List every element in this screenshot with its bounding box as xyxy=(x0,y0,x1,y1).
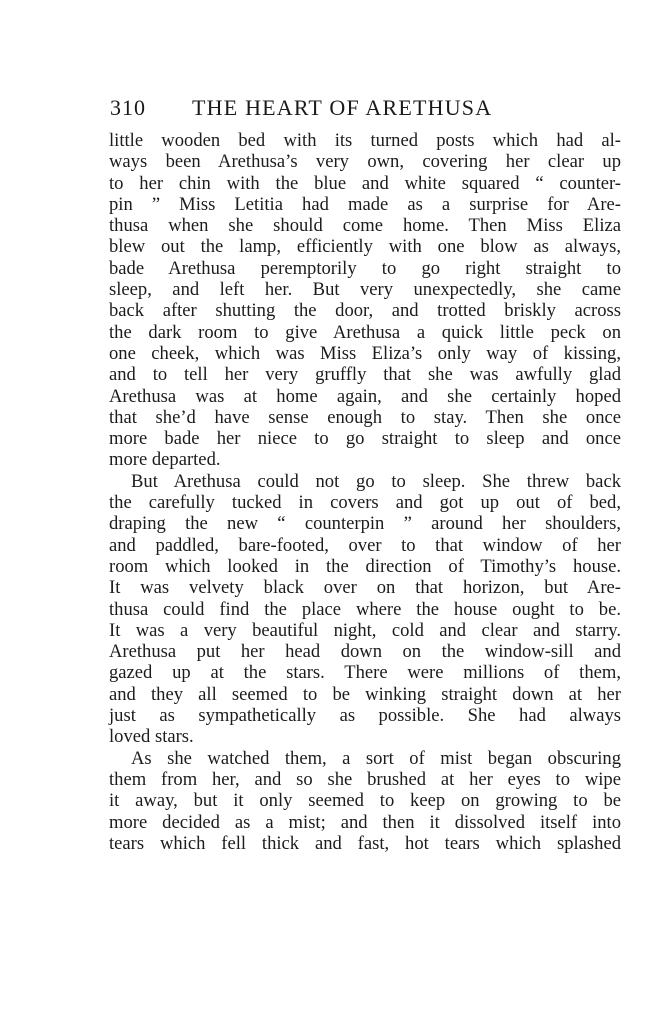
text-line: draping the new “ counterpin ” around her shoulders, xyxy=(109,513,621,535)
page-number: 310 xyxy=(110,95,146,120)
text-body xyxy=(109,130,621,854)
text-line: the dark room to give Arethusa a quick little peck on xyxy=(109,321,621,343)
text-line: loved stars. xyxy=(109,726,194,748)
text-line: and paddled, bare-footed, over to that window of her xyxy=(109,534,621,556)
text-line: just as sympathetically as possible. She had always xyxy=(109,705,621,727)
text-line: But Arethusa could not go to sleep. She threw back xyxy=(131,470,621,492)
text-line: tears which fell thick and fast, hot tears which splashed xyxy=(109,832,621,854)
text-line: bade Arethusa peremptorily to go right straight to xyxy=(109,257,621,279)
text-line: It was velvety black over on that horizon, but Are- xyxy=(109,577,621,599)
text-line: It was a very beautiful night, cold and clear and starry. xyxy=(109,619,621,641)
text-line: them from her, and so she brushed at her eyes to wipe xyxy=(109,768,621,790)
paragraph xyxy=(109,471,621,748)
text-line: and they all seemed to be winking straight down at her xyxy=(109,683,621,705)
paragraph xyxy=(109,748,621,854)
text-line: thusa when she should come home. Then Miss Eliza xyxy=(109,215,621,237)
text-line: Arethusa was at home again, and she certainly hoped xyxy=(109,385,621,407)
text-line: As she watched them, a sort of mist began obscuring xyxy=(131,747,621,769)
text-line: more bade her niece to go straight to sleep and once xyxy=(109,428,621,450)
text-line: sleep, and left her. But very unexpectedly, she came xyxy=(109,279,621,301)
text-line: thusa could find the place where the house ought to be. xyxy=(109,598,621,620)
text-line: more departed. xyxy=(109,449,221,471)
text-line: little wooden bed with its turned posts which had al- xyxy=(109,130,621,151)
text-line: ways been Arethusa’s very own, covering her clear up xyxy=(109,151,621,173)
running-head xyxy=(110,92,620,124)
text-line: more decided as a mist; and then it dissolved itself into xyxy=(109,811,621,833)
text-line: back after shutting the door, and trotted briskly across xyxy=(109,300,621,322)
text-line: blew out the lamp, efficiently with one blow as always, xyxy=(109,236,621,258)
text-line: and to tell her very gruffly that she was awfully glad xyxy=(109,364,621,386)
text-line: the carefully tucked in covers and got up out of bed, xyxy=(109,492,621,514)
book-title: THE HEART OF ARETHUSA xyxy=(192,95,493,120)
text-line: it away, but it only seemed to keep on growing to be xyxy=(109,790,621,812)
text-line: Arethusa put her head down on the window-sill and xyxy=(109,641,621,663)
text-line: that she’d have sense enough to stay. Then she once xyxy=(109,406,621,428)
text-line: room which looked in the direction of Timothy’s house. xyxy=(109,555,621,577)
text-line: gazed up at the stars. There were millions of them, xyxy=(109,662,621,684)
text-line: pin ” Miss Letitia had made as a surprise for Are- xyxy=(109,193,621,215)
text-line: to her chin with the blue and white squared “ counter- xyxy=(109,172,621,194)
text-line: one cheek, which was Miss Eliza’s only way of kissing, xyxy=(109,342,621,364)
paragraph xyxy=(109,130,621,471)
